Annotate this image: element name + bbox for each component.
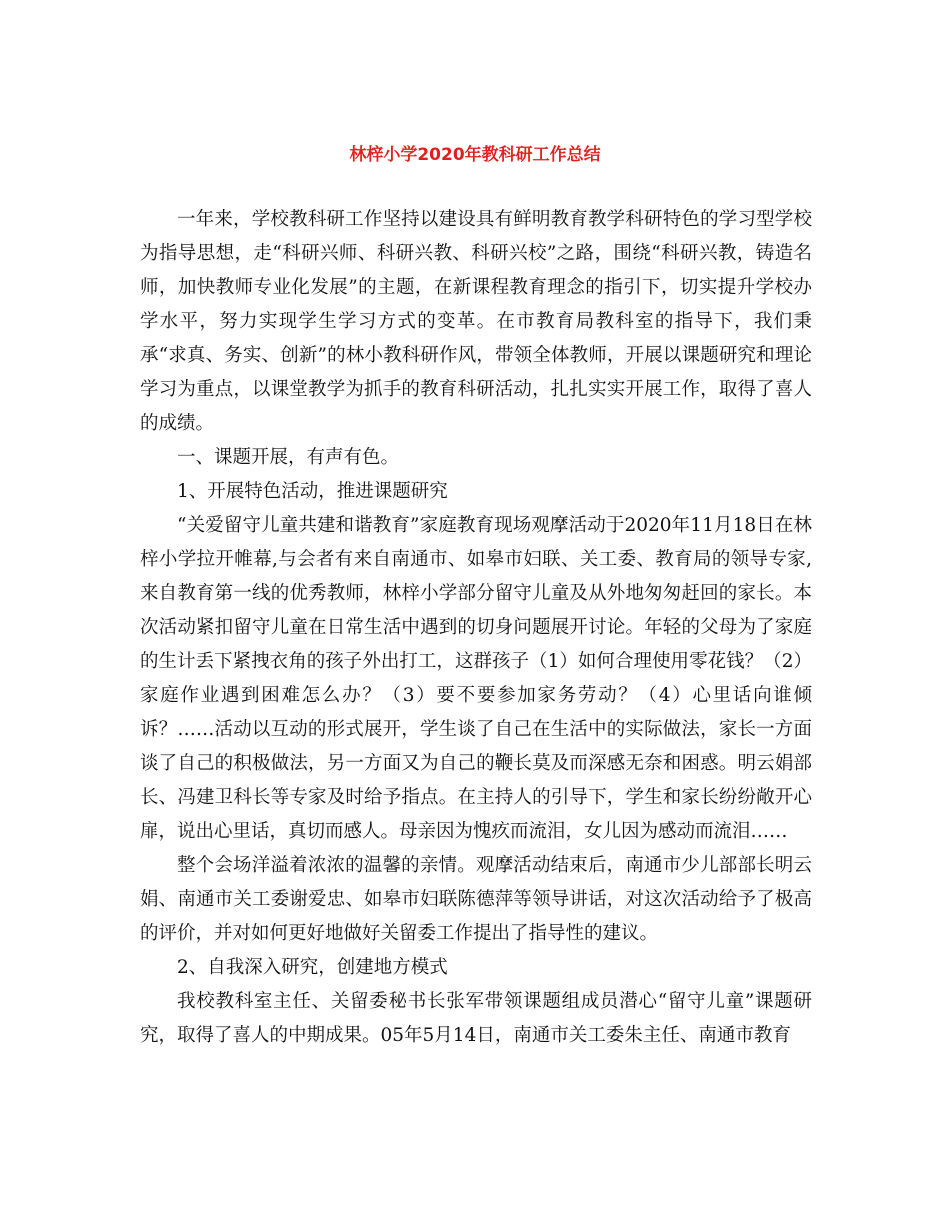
- subsection-heading-1: 1、开展特色活动，推进课题研究: [177, 481, 448, 502]
- paragraph-evaluation: 整个会场洋溢着浓浓的温馨的亲情。观摩活动结束后，南通市少儿部部长明云娟、南通市关工委谢爱忠、如皋市妇联陈德萍等领导讲话，对这次活动给予了极高的评价，并对如何更好地做好关留委工作提出了指导性的建议。: [140, 855, 812, 944]
- paragraph-intro: 一年来，学校教科研工作坚持以建设具有鲜明教育教学科研特色的学习型学校为指导思想，走“科研兴师、科研兴教、科研兴校”之路，围绕“科研兴教，铸造名师，加快教师专业化发展”的主题，在新课程教育理念的指引下，切实提升学校办学水平，努力实现学生学习方式的变革。在市教育局教科室的指导下，我们秉承“求真、务实、创新”的林小教科研作风，带领全体教师，开展以课题研究和理论学习为重点，以课堂教学为抓手的教育科研活动，扎扎实实开展工作，取得了喜人的成绩。: [140, 209, 812, 434]
- document-title: 林梓小学2020年教科研工作总结: [349, 145, 601, 165]
- section-heading-1: 一、课题开展，有声有色。: [177, 447, 400, 468]
- subsection-heading-2: 2、自我深入研究，创建地方模式: [177, 957, 448, 978]
- document-body: [140, 203, 812, 1053]
- paragraph-activity: “关爱留守儿童共建和谐教育”家庭教育现场观摩活动于2020年11月18日在林梓小学拉开帷幕,与会者有来自南通市、如皋市妇联、关工委、教育局的领导专家,来自教育第一线的优秀教师，林梓小学部分留守儿童及从外地匆匆赶回的家长。本次活动紧扣留守儿童在日常生活中遇到的切身问题展开讨论。年轻的父母为了家庭的生计丢下紧拽衣角的孩子外出打工，这群孩子（1）如何合理使用零花钱？（2）家庭作业遇到困难怎么办？（3）要不要参加家务劳动？（4）心里话向谁倾诉？……活动以互动的形式展开，学生谈了自己在生活中的实际做法，家长一方面谈了自己的积极做法，另一方面又为自己的鞭长莫及而深感无奈和困惑。明云娟部长、冯建卫科长等专家及时给予指点。在主持人的引导下，学生和家长纷纷敞开心扉，说出心里话，真切而感人。母亲因为愧疚而流泪，女儿因为感动而流泪……: [140, 515, 812, 842]
- paragraph-research: 我校教科室主任、关留委秘书长张军带领课题组成员潜心“留守儿童”课题研究，取得了喜人的中期成果。05年5月14日，南通市关工委朱主任、南通市教育: [140, 991, 812, 1046]
